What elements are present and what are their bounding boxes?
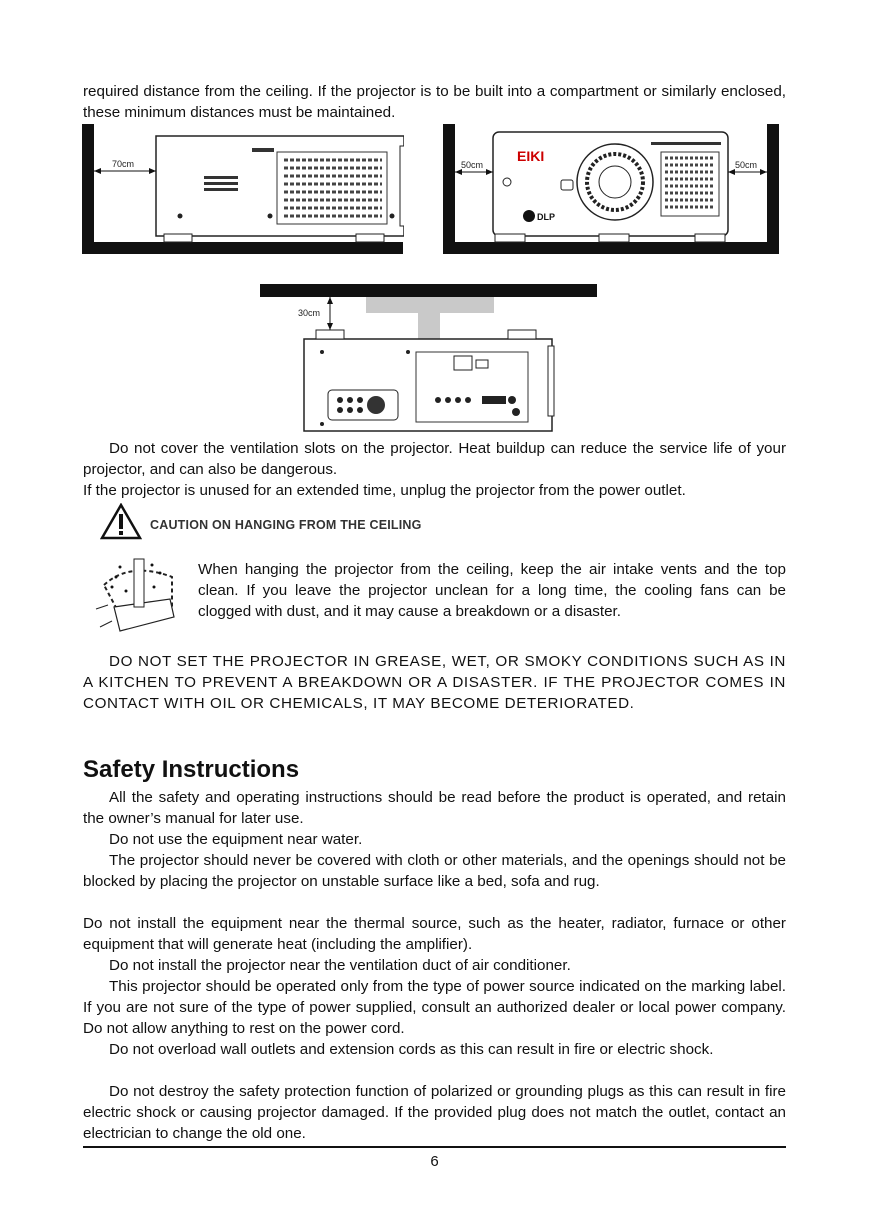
caution-heading: CAUTION ON HANGING FROM THE CEILING: [150, 518, 422, 532]
footer-rule: [83, 1146, 786, 1148]
safety-paragraph-3: The projector should never be covered with cloth or other materials, and the openings should not be blocked by placing the projector on unstable surface like a bed, sofa and rug.: [83, 852, 786, 890]
eiki-logo: EIKI: [517, 148, 545, 164]
safety-paragraph-7: Do not overload wall outlets and extension cords as this can result in fire or electric shock.: [109, 1041, 714, 1058]
warning-triangle-icon: [100, 503, 142, 541]
safety-paragraph-8: Do not destroy the safety protection function of polarized or grounding plugs as this can result in fire electric shock or causing projector damaged. If the provided plug does not match the outlet, contact an electrician to change the old one.: [83, 1083, 786, 1142]
front-right-distance-label: 50cm: [735, 160, 758, 170]
ventilation-paragraph: Do not cover the ventilation slots on the projector. Heat buildup can reduce the service life of your projector, and can also be dangerous.: [83, 440, 786, 478]
side-clearance-figure: [82, 124, 404, 256]
unplug-paragraph: If the projector is unused for an extended time, unplug the projector from the power outlet.: [83, 482, 686, 499]
intro-paragraph: required distance from the ceiling. If the projector is to be built into a compartment or similarly enclosed, these minimum distances must be maintained.: [83, 83, 786, 121]
side-distance-label: 70cm: [112, 159, 135, 169]
front-clearance-figure: [443, 124, 780, 256]
ceiling-clearance-figure: [260, 284, 600, 434]
safety-section-title: Safety Instructions: [83, 756, 300, 783]
page-number: 6: [430, 1153, 439, 1170]
safety-paragraph-2: Do not use the equipment near water.: [109, 831, 363, 848]
dusty-fan-icon: [90, 553, 182, 639]
caution-paragraph: When hanging the projector from the ceiling, keep the air intake vents and the top clean. If you leave the projector unclean for a long time, the cooling fans can be clogged with dust, and it may cause a breakdown or a disaster.: [198, 561, 786, 620]
dlp-logo: DLP: [537, 212, 555, 222]
safety-paragraph-1: All the safety and operating instructions should be read before the product is operated, and retain the owner’s manual for later use.: [83, 789, 786, 827]
warning-paragraph: DO NOT SET THE PROJECTOR IN GREASE, WET, OR SMOKY CONDITIONS SUCH AS IN A KITCHEN TO PREVENT A BREAKDOWN OR A DISASTER. IF THE PROJECTOR COMES IN CONTACT WITH OIL OR CHEMICALS, IT MAY BECOME DETERIORATED.: [83, 653, 786, 712]
safety-paragraph-6: This projector should be operated only from the type of power source indicated on the marking label. If you are not sure of the type of power supplied, consult an authorized dealer or local power company. Do not allow anything to rest on the power cord.: [83, 978, 786, 1037]
safety-paragraph-4: Do not install the equipment near the thermal source, such as the heater, radiator, furnace or other equipment that will generate heat (including the amplifier).: [83, 915, 786, 953]
front-left-distance-label: 50cm: [461, 160, 484, 170]
safety-paragraph-5: Do not install the projector near the ventilation duct of air conditioner.: [109, 957, 571, 974]
ceiling-distance-label: 30cm: [298, 308, 321, 318]
